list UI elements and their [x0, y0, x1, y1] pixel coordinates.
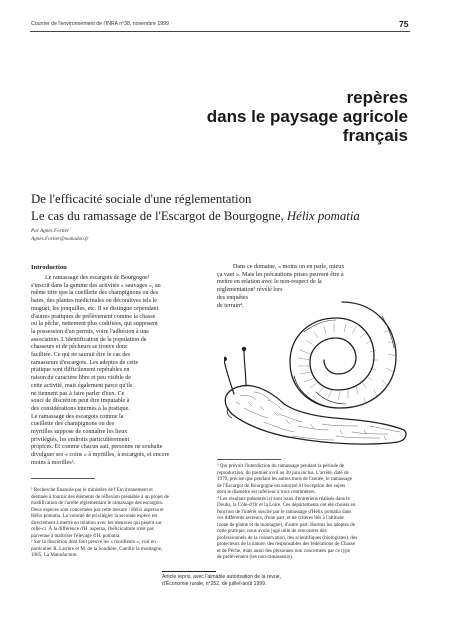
author-email: Agnès.Fortier@wanadoo.fr	[31, 235, 89, 242]
footnote-rule-right	[217, 459, 281, 460]
footnote-line: fonction de l'intérêt suscité par le ramassage d'Hélix pomatia dans	[217, 508, 352, 515]
source-note-line: Article repris, avec l'aimable autorisation de la revue,	[162, 574, 282, 580]
footnote-line: protecteurs de la nature, des responsables des fédérations de Chasse	[217, 541, 356, 547]
body-text-line: mettre en relation avec le non-respect de la	[217, 279, 322, 286]
footnote-line: celle-ci. À la différence d'H. aspersa, l'héliciculture n'est pas	[31, 526, 154, 532]
footnote-line: ces différents secteurs, d'une part, et de critères liés à l'altitude	[217, 515, 344, 521]
section-title-line-2: dans le paysage agricole	[206, 107, 408, 126]
source-note-rule	[162, 571, 216, 572]
footnote-line: de l'Escargot de Bourgogne est autorisé à l'exception des sujets	[217, 482, 346, 489]
footnote-line: ¹ Recherche financée par le ministère de l'Environnement et	[31, 487, 153, 493]
footnote-line: reproduction, du premier avril au 30 juin inclus. L'arrêté, daté de	[217, 469, 349, 476]
snail-illustration-drawing	[224, 302, 406, 444]
body-text-line: association. L'identification de la population de	[31, 336, 147, 343]
section-title	[207, 88, 408, 145]
body-text-line: Dans ce domaine, « moins on en parle, mieux	[233, 264, 345, 270]
footnotes-left	[31, 487, 169, 559]
body-text-line: même titre que la cueillette des champignons ou des	[31, 290, 159, 297]
body-text-line: baies, des plantes médicinales ou décoratives tels le	[31, 298, 157, 305]
footnote-line: destinée à fournir des éléments de réflexion préalable à un projet de	[31, 493, 169, 500]
byline	[31, 228, 89, 243]
footnote-line: ³ Qui prévoit l'interdiction du ramassage pendant la période de	[217, 463, 345, 469]
body-text-line: de terrain⁴.	[217, 302, 244, 309]
source-note-line: d'Économie rurale, n°252, de juillet-août 1999.	[162, 580, 267, 587]
body-text-line: cueillette des champignons ou des	[31, 421, 115, 428]
body-text-line: chasseurs et de pêcheurs se trouve donc	[31, 344, 128, 351]
intro-heading: Introduction	[31, 264, 67, 271]
body-text-line: des enquêtes	[217, 294, 248, 301]
body-text-line: muguet, les jonquilles, etc. Il se distingue cependant	[31, 305, 159, 312]
body-text-line: d'autres pratiques de prélèvement comme la chasse	[31, 313, 156, 320]
body-text-line: Le ramassage des escargots comme la	[31, 413, 124, 420]
section-title-line-1: repères	[346, 88, 408, 107]
body-text-line: pratique sont difficilement repérables en	[31, 367, 130, 374]
body-text-line: raison du caractère libre et peu visible de	[31, 375, 131, 382]
footnote-line: particulier R. Larrère et M. de la Soudière, Cueillir la montagne,	[31, 545, 163, 552]
footnote-line: directement à mettre en relation avec les menaces qui pèsent sur	[31, 519, 162, 526]
body-text-line: ou la pêche, nettement plus codifiées, qui supposent	[31, 321, 158, 328]
article-subtitle-1: De l'efficacité sociale d'une réglementation	[31, 192, 252, 206]
body-text-line: cette activité, mais également parce qu'ils	[31, 382, 133, 389]
footnote-line: (zone de plaine et de montagne), d'autre part. Hormis les adeptes de	[217, 521, 355, 528]
body-text-line: s'inscrit dans la gamme des activités « sauvages », au	[31, 282, 161, 289]
body-text-line: myrtilles suppose de connaître les lieux	[31, 429, 128, 436]
footnote-line: 1979, précise que pendant les autres mois de l'année, le ramassage	[217, 476, 353, 482]
footnote-line: 1985, La Manufacture.	[31, 552, 78, 558]
footnote-line: ² Sur la discrétion dont font preuve les « morilleurs », voir en	[31, 539, 156, 545]
source-note	[162, 574, 281, 587]
footnote-line: Doubs, la Côte-d'Or et la Loire. Ces départements ont été choisis en	[217, 502, 356, 508]
footnote-rule-left	[31, 478, 95, 479]
footnote-line: parvenue à maîtriser l'élevage d'H. pomatia.	[31, 532, 121, 539]
body-text-line: divulguer ses « coins » à myrtilles, à escargots, et encore	[31, 452, 170, 459]
body-text-line: souci de discrétion peut être imputable à	[31, 398, 130, 405]
body-text-line: réglementation³ révélé lors	[217, 287, 283, 294]
species-name: Hélix pomatia	[286, 209, 360, 223]
footnote-line: professionnels de la conservation, des scientifiques (biologistes), des	[217, 534, 358, 541]
footnote-line: modification de l'arrêté réglementant le ramassage des escargots.	[31, 500, 164, 506]
section-title-line-3: français	[342, 126, 408, 145]
footnote-line: et de Pêche, mais aussi des personnes non concernées par ce type	[217, 547, 350, 554]
body-text-line: ramasseurs d'escargots. Les adeptes de cette	[31, 359, 139, 366]
body-text-line: des considérations internes à la pratique.	[31, 405, 130, 412]
body-text-line: facilitée. Ce qui ne saurait être le cas des	[31, 352, 131, 359]
header-rule	[30, 31, 410, 32]
body-text-line: ça vaut ». Mais les précautions prises peuvent être à	[217, 271, 344, 278]
body-text-line: Le ramassage des escargots de Bourgogne¹	[45, 275, 150, 281]
footnote-line: de prélèvement (les non-ramasseurs).	[217, 554, 294, 560]
body-text-line: moins à morilles².	[31, 459, 75, 466]
page-number: 75	[399, 19, 409, 29]
footnote-line: ⁴ Les résultats présentés ici sont issus d'entretiens réalisés dans le	[217, 495, 350, 502]
body-text-line: propices. Et comme chacun sait, personne ne souhaite	[31, 444, 163, 451]
left-column	[31, 275, 169, 468]
footnote-line: dont le diamètre est inférieur à trois centimètres.	[217, 489, 316, 495]
footnote-line: cette pratique, nous avons jugé utile de rencontrer des	[217, 528, 327, 534]
footnote-line: Deux espèces sont concernées par cette mesure : Hélix aspersa et	[31, 506, 164, 513]
body-text-line: privilégiés, les endroits particulièrement	[31, 436, 130, 443]
running-head: Courrier de l'environnement de l'INRA n°38, novembre 1999	[31, 21, 169, 27]
body-text-line: la possession d'un permis, voire l'adhésion à une	[31, 328, 149, 335]
author-name: Par Agnès Fortier	[31, 228, 69, 234]
footnotes-right	[217, 463, 357, 561]
article-subtitle-2-text: Le cas du ramassage de l'Escargot de Bourgogne,	[31, 209, 287, 223]
article-subtitle-2	[31, 209, 360, 224]
body-text-line: ne tiennent pas à faire parler d'eux. Ce	[31, 390, 125, 397]
snail-illustration	[224, 296, 410, 448]
footnote-line: Hélix pomatia. La volonté de privilégier la seconde espèce est	[31, 513, 158, 519]
